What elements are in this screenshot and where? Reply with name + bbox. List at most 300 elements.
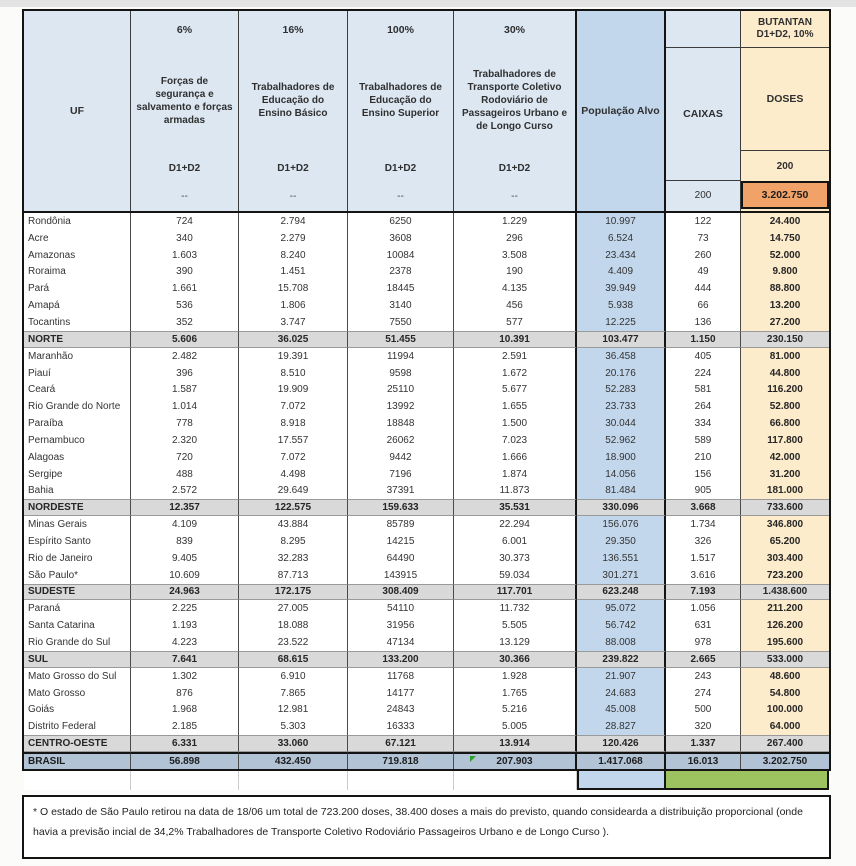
percent-label: 16% — [282, 23, 304, 36]
cell-educacao-superior[interactable]: 13992 — [348, 398, 454, 415]
cell-doses[interactable]: 723.200 — [741, 567, 829, 584]
cell-forcas-seguranca[interactable]: 1.014 — [131, 398, 239, 415]
cell-populacao-alvo[interactable]: 52.962 — [577, 432, 666, 449]
cell-doses[interactable]: 54.800 — [741, 685, 829, 702]
cell-forcas-seguranca[interactable]: 1.587 — [131, 381, 239, 398]
cell-educacao-superior[interactable]: 7550 — [348, 314, 454, 331]
cell-uf[interactable]: Roraima — [24, 264, 131, 281]
cell-uf[interactable]: Goiás — [24, 701, 131, 718]
cell-educacao-superior[interactable]: 25110 — [348, 381, 454, 398]
cell-doses[interactable]: 42.000 — [741, 449, 829, 466]
butantan-line2: D1+D2, 10% — [756, 29, 814, 40]
cell-doses[interactable]: 81.000 — [741, 348, 829, 365]
cell-educacao-superior[interactable]: 2378 — [348, 264, 454, 281]
cell-educacao-basico[interactable]: 7.072 — [239, 449, 348, 466]
cell-uf[interactable]: SUDESTE — [24, 584, 131, 601]
cell-transporte[interactable]: 1.655 — [454, 398, 577, 415]
cell-forcas-seguranca[interactable]: 6.331 — [131, 735, 239, 752]
cell-forcas-seguranca[interactable]: 10.609 — [131, 567, 239, 584]
cell-forcas-seguranca[interactable]: 1.968 — [131, 701, 239, 718]
header-caixas-column[interactable] — [666, 11, 741, 211]
cell-populacao-alvo[interactable]: 29.350 — [577, 533, 666, 550]
category-title: Trabalhadores de Transporte Coletivo Rodoviário de Passageiros Urbano e de Longo Curso — [461, 69, 568, 132]
header-doses-column[interactable] — [741, 11, 829, 211]
cell-caixas[interactable]: 589 — [666, 432, 741, 449]
cell-populacao-alvo[interactable]: 39.949 — [577, 280, 666, 297]
cell-educacao-superior[interactable]: 9598 — [348, 365, 454, 382]
cell-educacao-basico[interactable]: 19.391 — [239, 348, 348, 365]
cell-caixas[interactable]: 260 — [666, 247, 741, 264]
cell-uf[interactable]: Tocantins — [24, 314, 131, 331]
header-educacao-basico[interactable] — [239, 11, 348, 211]
cell-educacao-superior[interactable]: 37391 — [348, 483, 454, 500]
cell-transporte[interactable]: 22.294 — [454, 516, 577, 533]
cell-caixas[interactable]: 243 — [666, 668, 741, 685]
cell-educacao-basico[interactable]: 8.918 — [239, 415, 348, 432]
cell-forcas-seguranca[interactable]: 396 — [131, 365, 239, 382]
footnote-box[interactable] — [22, 795, 831, 859]
cell-educacao-superior[interactable]: 14177 — [348, 685, 454, 702]
cell-caixas[interactable]: 1.734 — [666, 516, 741, 533]
cell-transporte[interactable]: 296 — [454, 230, 577, 247]
cell-educacao-basico[interactable]: 17.557 — [239, 432, 348, 449]
cell-forcas-seguranca[interactable]: 2.572 — [131, 483, 239, 500]
header-educacao-superior[interactable] — [348, 11, 454, 211]
cell-educacao-superior[interactable]: 3140 — [348, 297, 454, 314]
cell-forcas-seguranca[interactable]: 2.225 — [131, 600, 239, 617]
cell-caixas[interactable]: 136 — [666, 314, 741, 331]
cell-doses[interactable]: 126.200 — [741, 617, 829, 634]
cell-populacao-alvo[interactable]: 30.044 — [577, 415, 666, 432]
cell-forcas-seguranca[interactable]: 4.223 — [131, 634, 239, 651]
cell-educacao-superior[interactable]: 159.633 — [348, 499, 454, 516]
cell-populacao-alvo[interactable]: 18.900 — [577, 449, 666, 466]
cell-transporte[interactable]: 59.034 — [454, 567, 577, 584]
cell-doses[interactable]: 533.000 — [741, 651, 829, 668]
cell-uf[interactable]: Rondônia — [24, 213, 131, 230]
cell-caixas[interactable]: 1.337 — [666, 735, 741, 752]
cell-educacao-basico[interactable]: 3.747 — [239, 314, 348, 331]
cell-educacao-superior[interactable]: 18848 — [348, 415, 454, 432]
cell-educacao-basico[interactable]: 1.451 — [239, 264, 348, 281]
dose-label: D1+D2 — [498, 162, 531, 174]
cell-populacao-alvo[interactable]: 56.742 — [577, 617, 666, 634]
cell-educacao-superior[interactable]: 24843 — [348, 701, 454, 718]
cell-populacao-alvo[interactable]: 23.434 — [577, 247, 666, 264]
cell-uf[interactable]: Maranhão — [24, 348, 131, 365]
cell-educacao-basico[interactable]: 2.794 — [239, 213, 348, 230]
cell-transporte[interactable]: 2.591 — [454, 348, 577, 365]
cell-caixas[interactable]: 122 — [666, 213, 741, 230]
category-title: Trabalhadores de Educação do Ensino Superior — [359, 82, 442, 119]
cell-transporte[interactable]: 1.229 — [454, 213, 577, 230]
cell-educacao-basico[interactable]: 27.005 — [239, 600, 348, 617]
cell-transporte[interactable]: 577 — [454, 314, 577, 331]
cell-doses[interactable]: 66.800 — [741, 415, 829, 432]
category-title: Trabalhadores de Educação do Ensino Básico — [251, 82, 335, 119]
cell-doses[interactable]: 1.438.600 — [741, 584, 829, 601]
cell-forcas-seguranca[interactable]: 876 — [131, 685, 239, 702]
cell-uf[interactable]: Distrito Federal — [24, 718, 131, 735]
cell-educacao-basico[interactable]: 15.708 — [239, 280, 348, 297]
cell-transporte[interactable]: 3.508 — [454, 247, 577, 264]
cell-doses[interactable]: 31.200 — [741, 466, 829, 483]
cell-transporte[interactable]: 13.914 — [454, 735, 577, 752]
cell-caixas[interactable]: 326 — [666, 533, 741, 550]
cell-caixas[interactable]: 224 — [666, 365, 741, 382]
percent-label: 30% — [503, 23, 525, 36]
cell-caixas[interactable]: 73 — [666, 230, 741, 247]
cell-uf[interactable]: Pará — [24, 280, 131, 297]
cell-educacao-basico[interactable]: 19.909 — [239, 381, 348, 398]
cell-caixas[interactable]: 444 — [666, 280, 741, 297]
cell-transporte[interactable]: 5.216 — [454, 701, 577, 718]
cell-caixas[interactable]: 405 — [666, 348, 741, 365]
cell-populacao-alvo[interactable]: 28.827 — [577, 718, 666, 735]
header-uf[interactable] — [24, 11, 131, 211]
green-footer-cell[interactable] — [666, 771, 829, 790]
cell-transporte[interactable]: 10.391 — [454, 331, 577, 348]
cell-populacao-alvo[interactable]: 156.076 — [577, 516, 666, 533]
cell-uf[interactable]: Mato Grosso do Sul — [24, 668, 131, 685]
cell-caixas[interactable]: 581 — [666, 381, 741, 398]
cell-educacao-basico[interactable]: 432.450 — [239, 752, 348, 769]
cell-uf[interactable]: Minas Gerais — [24, 516, 131, 533]
percent-label: 100% — [387, 23, 414, 36]
cell-forcas-seguranca[interactable]: 9.405 — [131, 550, 239, 567]
cell-caixas[interactable]: 264 — [666, 398, 741, 415]
cell-doses[interactable]: 52.000 — [741, 247, 829, 264]
total-doses-cell[interactable]: 3.202.750 — [741, 181, 829, 209]
cell-uf[interactable]: Alagoas — [24, 449, 131, 466]
cell-transporte[interactable]: 5.505 — [454, 617, 577, 634]
cell-forcas-seguranca[interactable]: 4.109 — [131, 516, 239, 533]
cell-educacao-basico[interactable]: 2.279 — [239, 230, 348, 247]
cell-educacao-basico[interactable]: 172.175 — [239, 584, 348, 601]
cell-doses[interactable]: 211.200 — [741, 600, 829, 617]
cell-doses[interactable]: 230.150 — [741, 331, 829, 348]
cell-uf[interactable]: Paraná — [24, 600, 131, 617]
cell-forcas-seguranca[interactable]: 2.185 — [131, 718, 239, 735]
cell-forcas-seguranca[interactable]: 7.641 — [131, 651, 239, 668]
cell-uf[interactable]: Pernambuco — [24, 432, 131, 449]
cell-educacao-superior[interactable]: 11768 — [348, 668, 454, 685]
empty-cell[interactable] — [239, 771, 348, 790]
cell-uf[interactable]: Ceará — [24, 381, 131, 398]
cell-forcas-seguranca[interactable]: 24.963 — [131, 584, 239, 601]
cell-transporte[interactable]: 1.765 — [454, 685, 577, 702]
cell-uf[interactable]: Espírito Santo — [24, 533, 131, 550]
cell-populacao-alvo[interactable]: 10.997 — [577, 213, 666, 230]
cell-educacao-superior[interactable]: 67.121 — [348, 735, 454, 752]
cell-transporte[interactable]: 30.373 — [454, 550, 577, 567]
cell-doses[interactable]: 303.400 — [741, 550, 829, 567]
cell-caixas[interactable]: 631 — [666, 617, 741, 634]
cell-transporte[interactable]: 1.666 — [454, 449, 577, 466]
empty-cell[interactable] — [348, 771, 454, 790]
cell-caixas[interactable]: 905 — [666, 483, 741, 500]
cell-populacao-alvo[interactable]: 24.683 — [577, 685, 666, 702]
cell-educacao-superior[interactable]: 64490 — [348, 550, 454, 567]
populacao-footer-cell[interactable] — [577, 771, 666, 790]
cell-uf[interactable]: NORDESTE — [24, 499, 131, 516]
cell-educacao-superior[interactable]: 7196 — [348, 466, 454, 483]
cell-educacao-basico[interactable]: 4.498 — [239, 466, 348, 483]
cell-doses[interactable]: 181.000 — [741, 483, 829, 500]
header-forcas-seguranca[interactable] — [131, 11, 239, 211]
cell-educacao-superior[interactable]: 85789 — [348, 516, 454, 533]
cell-populacao-alvo[interactable]: 239.822 — [577, 651, 666, 668]
cell-transporte[interactable]: 6.001 — [454, 533, 577, 550]
cell-uf[interactable]: NORTE — [24, 331, 131, 348]
cell-populacao-alvo[interactable]: 623.248 — [577, 584, 666, 601]
cell-uf[interactable]: Santa Catarina — [24, 617, 131, 634]
cell-doses[interactable]: 267.400 — [741, 735, 829, 752]
cell-educacao-superior[interactable]: 308.409 — [348, 584, 454, 601]
cell-doses[interactable]: 195.600 — [741, 634, 829, 651]
cell-doses[interactable]: 88.800 — [741, 280, 829, 297]
cell-doses[interactable]: 48.600 — [741, 668, 829, 685]
cell-forcas-seguranca[interactable]: 1.661 — [131, 280, 239, 297]
cell-educacao-basico[interactable]: 7.072 — [239, 398, 348, 415]
cell-populacao-alvo[interactable]: 6.524 — [577, 230, 666, 247]
cell-educacao-superior[interactable]: 51.455 — [348, 331, 454, 348]
cell-doses[interactable]: 52.800 — [741, 398, 829, 415]
cell-forcas-seguranca[interactable]: 839 — [131, 533, 239, 550]
cell-doses[interactable]: 3.202.750 — [741, 752, 829, 769]
cell-uf[interactable]: Piauí — [24, 365, 131, 382]
cell-educacao-basico[interactable]: 32.283 — [239, 550, 348, 567]
cell-transporte[interactable]: 117.701 — [454, 584, 577, 601]
cell-educacao-superior[interactable]: 18445 — [348, 280, 454, 297]
cell-educacao-basico[interactable]: 23.522 — [239, 634, 348, 651]
cell-forcas-seguranca[interactable]: 5.606 — [131, 331, 239, 348]
cell-forcas-seguranca[interactable]: 720 — [131, 449, 239, 466]
cell-populacao-alvo[interactable]: 330.096 — [577, 499, 666, 516]
cell-transporte[interactable]: 13.129 — [454, 634, 577, 651]
dash-label: -- — [181, 190, 188, 202]
cell-uf[interactable]: São Paulo* — [24, 567, 131, 584]
cell-transporte[interactable]: 456 — [454, 297, 577, 314]
cell-uf[interactable]: Sergipe — [24, 466, 131, 483]
cell-transporte[interactable]: 30.366 — [454, 651, 577, 668]
cell-forcas-seguranca[interactable]: 340 — [131, 230, 239, 247]
cell-doses[interactable]: 116.200 — [741, 381, 829, 398]
cell-uf[interactable]: Rio Grande do Norte — [24, 398, 131, 415]
cell-educacao-basico[interactable]: 18.088 — [239, 617, 348, 634]
cell-educacao-basico[interactable]: 8.295 — [239, 533, 348, 550]
cell-doses[interactable]: 733.600 — [741, 499, 829, 516]
cell-transporte[interactable]: 11.732 — [454, 600, 577, 617]
cell-populacao-alvo[interactable]: 14.056 — [577, 466, 666, 483]
cell-transporte[interactable]: 11.873 — [454, 483, 577, 500]
cell-educacao-superior[interactable]: 11994 — [348, 348, 454, 365]
cell-educacao-basico[interactable]: 6.910 — [239, 668, 348, 685]
cell-caixas[interactable]: 1.150 — [666, 331, 741, 348]
cell-populacao-alvo[interactable]: 21.907 — [577, 668, 666, 685]
cell-caixas[interactable]: 16.013 — [666, 752, 741, 769]
cell-educacao-superior[interactable]: 26062 — [348, 432, 454, 449]
cell-caixas[interactable]: 978 — [666, 634, 741, 651]
empty-cell[interactable] — [131, 771, 239, 790]
cell-populacao-alvo[interactable]: 1.417.068 — [577, 752, 666, 769]
cell-doses[interactable]: 65.200 — [741, 533, 829, 550]
header-populacao-alvo[interactable] — [577, 11, 666, 211]
cell-forcas-seguranca[interactable]: 56.898 — [131, 752, 239, 769]
cell-forcas-seguranca[interactable]: 1.193 — [131, 617, 239, 634]
cell-populacao-alvo[interactable]: 45.008 — [577, 701, 666, 718]
cell-educacao-superior[interactable]: 54110 — [348, 600, 454, 617]
cell-transporte[interactable]: 190 — [454, 264, 577, 281]
cell-uf[interactable]: Bahia — [24, 483, 131, 500]
cell-caixas[interactable]: 2.665 — [666, 651, 741, 668]
cell-educacao-superior[interactable]: 9442 — [348, 449, 454, 466]
cell-educacao-basico[interactable]: 33.060 — [239, 735, 348, 752]
cell-educacao-superior[interactable]: 10084 — [348, 247, 454, 264]
cell-uf[interactable]: BRASIL — [24, 752, 131, 769]
cell-transporte[interactable]: 5.677 — [454, 381, 577, 398]
cell-transporte[interactable]: 1.672 — [454, 365, 577, 382]
cell-educacao-superior[interactable]: 31956 — [348, 617, 454, 634]
cell-populacao-alvo[interactable]: 12.225 — [577, 314, 666, 331]
cell-caixas[interactable]: 66 — [666, 297, 741, 314]
cell-populacao-alvo[interactable]: 81.484 — [577, 483, 666, 500]
cell-forcas-seguranca[interactable]: 2.320 — [131, 432, 239, 449]
cell-doses[interactable]: 117.800 — [741, 432, 829, 449]
cell-caixas[interactable]: 500 — [666, 701, 741, 718]
cell-caixas[interactable]: 156 — [666, 466, 741, 483]
cell-caixas[interactable]: 49 — [666, 264, 741, 281]
cell-educacao-basico[interactable]: 7.865 — [239, 685, 348, 702]
cell-populacao-alvo[interactable]: 20.176 — [577, 365, 666, 382]
doses-label: DOSES — [741, 48, 829, 151]
cell-educacao-superior[interactable]: 14215 — [348, 533, 454, 550]
cell-caixas[interactable]: 3.668 — [666, 499, 741, 516]
cell-populacao-alvo[interactable]: 103.477 — [577, 331, 666, 348]
cell-educacao-basico[interactable]: 122.575 — [239, 499, 348, 516]
cell-educacao-basico[interactable]: 29.649 — [239, 483, 348, 500]
cell-populacao-alvo[interactable]: 301.271 — [577, 567, 666, 584]
cell-uf[interactable]: Rio de Janeiro — [24, 550, 131, 567]
cell-caixas[interactable]: 3.616 — [666, 567, 741, 584]
cell-transporte[interactable]: 207.903 — [454, 752, 577, 769]
cell-transporte[interactable]: 4.135 — [454, 280, 577, 297]
butantan-line1: BUTANTAN — [757, 16, 813, 28]
cell-populacao-alvo[interactable]: 23.733 — [577, 398, 666, 415]
cell-educacao-superior[interactable]: 133.200 — [348, 651, 454, 668]
caixas-value-cell[interactable]: 200 — [694, 189, 712, 201]
cell-educacao-basico[interactable]: 8.240 — [239, 247, 348, 264]
cell-caixas[interactable]: 1.056 — [666, 600, 741, 617]
cell-forcas-seguranca[interactable]: 488 — [131, 466, 239, 483]
cell-forcas-seguranca[interactable]: 12.357 — [131, 499, 239, 516]
empty-cell[interactable] — [24, 771, 131, 790]
cell-doses[interactable]: 44.800 — [741, 365, 829, 382]
cell-transporte[interactable]: 5.005 — [454, 718, 577, 735]
cell-caixas[interactable]: 1.517 — [666, 550, 741, 567]
cell-populacao-alvo[interactable]: 52.283 — [577, 381, 666, 398]
cell-caixas[interactable]: 7.193 — [666, 584, 741, 601]
cell-doses[interactable]: 64.000 — [741, 718, 829, 735]
cell-educacao-superior[interactable]: 143915 — [348, 567, 454, 584]
header-transporte-coletivo[interactable] — [454, 11, 577, 211]
caixas-empty-cell[interactable] — [666, 11, 740, 48]
empty-cell[interactable] — [454, 771, 577, 790]
cell-educacao-superior[interactable]: 47134 — [348, 634, 454, 651]
cell-uf[interactable]: Acre — [24, 230, 131, 247]
cell-uf[interactable]: Amazonas — [24, 247, 131, 264]
cell-uf[interactable]: Mato Grosso — [24, 685, 131, 702]
cell-transporte[interactable]: 7.023 — [454, 432, 577, 449]
cell-educacao-superior[interactable]: 719.818 — [348, 752, 454, 769]
cell-forcas-seguranca[interactable]: 2.482 — [131, 348, 239, 365]
dose-label: D1+D2 — [384, 162, 417, 174]
cell-uf[interactable]: Paraíba — [24, 415, 131, 432]
cell-educacao-superior[interactable]: 16333 — [348, 718, 454, 735]
cell-doses[interactable]: 27.200 — [741, 314, 829, 331]
cell-educacao-basico[interactable]: 1.806 — [239, 297, 348, 314]
cell-educacao-superior[interactable]: 6250 — [348, 213, 454, 230]
cell-educacao-basico[interactable]: 43.884 — [239, 516, 348, 533]
cell-forcas-seguranca[interactable]: 390 — [131, 264, 239, 281]
cell-uf[interactable]: Amapá — [24, 297, 131, 314]
cell-populacao-alvo[interactable]: 120.426 — [577, 735, 666, 752]
cell-educacao-basico[interactable]: 8.510 — [239, 365, 348, 382]
cell-doses[interactable]: 14.750 — [741, 230, 829, 247]
cell-transporte[interactable]: 1.928 — [454, 668, 577, 685]
header-uf-label: UF — [70, 105, 84, 117]
cell-uf[interactable]: CENTRO-OESTE — [24, 735, 131, 752]
cell-populacao-alvo[interactable]: 95.072 — [577, 600, 666, 617]
cell-forcas-seguranca[interactable]: 778 — [131, 415, 239, 432]
cell-doses[interactable]: 24.400 — [741, 213, 829, 230]
cell-doses[interactable]: 346.800 — [741, 516, 829, 533]
cell-populacao-alvo[interactable]: 36.458 — [577, 348, 666, 365]
cell-forcas-seguranca[interactable]: 536 — [131, 297, 239, 314]
cell-doses[interactable]: 100.000 — [741, 701, 829, 718]
cell-educacao-superior[interactable]: 3608 — [348, 230, 454, 247]
cell-uf[interactable]: SUL — [24, 651, 131, 668]
doses-value-cell[interactable]: 200 — [776, 160, 794, 172]
cell-uf[interactable]: Rio Grande do Sul — [24, 634, 131, 651]
footnote-text: * O estado de São Paulo retirou na data de 18/06 um total de 723.200 doses, 38.400 doses a mais do previsto, quando considearda a distribuição proporcional (onde havia a previsão incial de 34,2% Trabalhadores de Transporte Coletivo Rodoviário Passageiros Urbano e de Longo Curso ). — [33, 806, 803, 838]
cell-caixas[interactable]: 334 — [666, 415, 741, 432]
cell-doses[interactable]: 13.200 — [741, 297, 829, 314]
cell-forcas-seguranca[interactable]: 724 — [131, 213, 239, 230]
cell-forcas-seguranca[interactable]: 1.603 — [131, 247, 239, 264]
cell-forcas-seguranca[interactable]: 1.302 — [131, 668, 239, 685]
cell-educacao-basico[interactable]: 5.303 — [239, 718, 348, 735]
cell-populacao-alvo[interactable]: 136.551 — [577, 550, 666, 567]
cell-caixas[interactable]: 320 — [666, 718, 741, 735]
cell-caixas[interactable]: 210 — [666, 449, 741, 466]
cell-educacao-basico[interactable]: 87.713 — [239, 567, 348, 584]
cell-educacao-basico[interactable]: 12.981 — [239, 701, 348, 718]
populacao-alvo-label: População Alvo — [581, 105, 660, 117]
cell-doses[interactable]: 9.800 — [741, 264, 829, 281]
cell-transporte[interactable]: 1.500 — [454, 415, 577, 432]
butantan-header-cell[interactable] — [741, 11, 829, 48]
cell-populacao-alvo[interactable]: 4.409 — [577, 264, 666, 281]
cell-caixas[interactable]: 274 — [666, 685, 741, 702]
cell-transporte[interactable]: 1.874 — [454, 466, 577, 483]
cell-transporte[interactable]: 35.531 — [454, 499, 577, 516]
cell-populacao-alvo[interactable]: 5.938 — [577, 297, 666, 314]
cell-forcas-seguranca[interactable]: 352 — [131, 314, 239, 331]
cell-educacao-basico[interactable]: 68.615 — [239, 651, 348, 668]
cell-educacao-basico[interactable]: 36.025 — [239, 331, 348, 348]
cell-populacao-alvo[interactable]: 88.008 — [577, 634, 666, 651]
